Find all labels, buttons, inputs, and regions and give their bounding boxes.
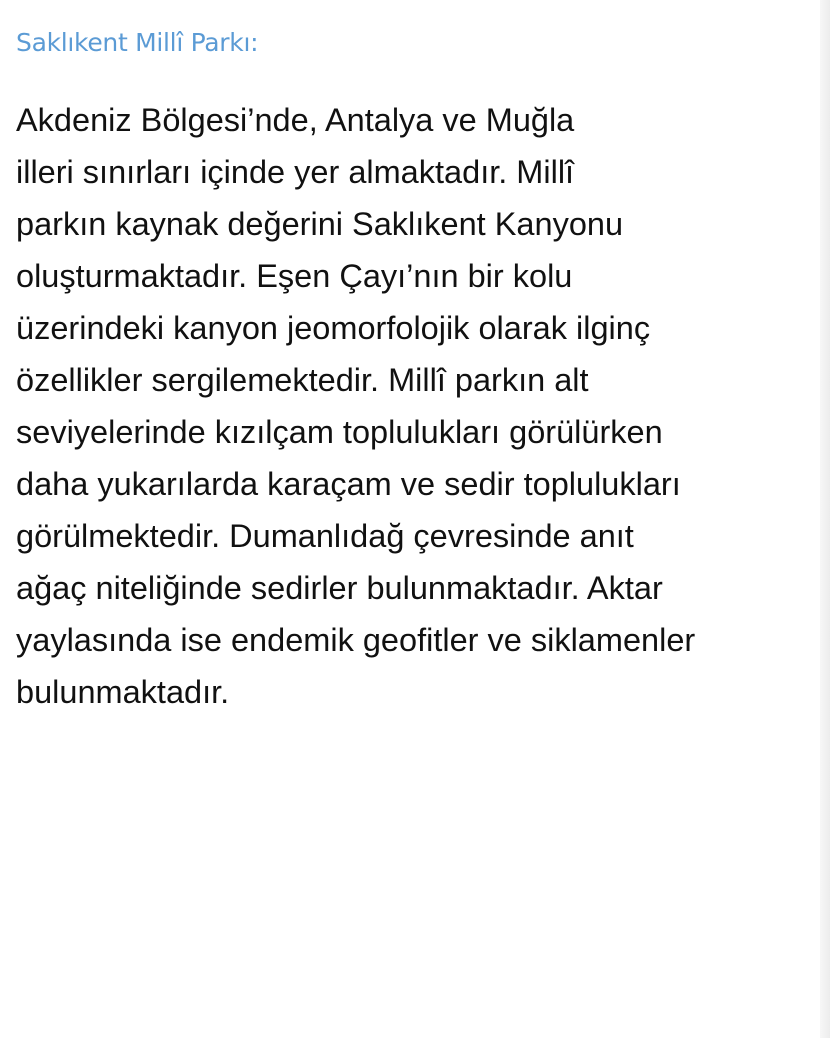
paragraph-line: bulunmaktadır. <box>16 674 230 710</box>
paragraph-line: parkın kaynak değerini Saklıkent Kanyonu <box>16 206 624 242</box>
paragraph-line: görülmektedir. Dumanlıdağ çevresinde anıt <box>16 518 634 554</box>
paragraph-line: yaylasında ise endemik geofitler ve siklamenler <box>16 622 696 658</box>
paragraph-line: üzerindeki kanyon jeomorfolojik olarak ilginç <box>16 310 651 346</box>
paragraph-line: oluşturmaktadır. Eşen Çayı’nın bir kolu <box>16 258 573 294</box>
section-heading: Saklıkent Millî Parkı: <box>16 28 259 57</box>
paragraph-line: daha yukarılarda karaçam ve sedir toplulukları <box>16 466 681 502</box>
body-paragraph <box>16 94 816 718</box>
paragraph-line: illeri sınırları içinde yer almaktadır. Millî <box>16 154 575 190</box>
scrollbar-track[interactable] <box>820 0 830 1038</box>
paragraph-line: ağaç niteliğinde sedirler bulunmaktadır. Aktar <box>16 570 663 606</box>
paragraph-line: özellikler sergilemektedir. Millî parkın alt <box>16 362 589 398</box>
paragraph-line: Akdeniz Bölgesi’nde, Antalya ve Muğla <box>16 102 575 138</box>
paragraph-line: seviyelerinde kızılçam toplulukları görülürken <box>16 414 663 450</box>
